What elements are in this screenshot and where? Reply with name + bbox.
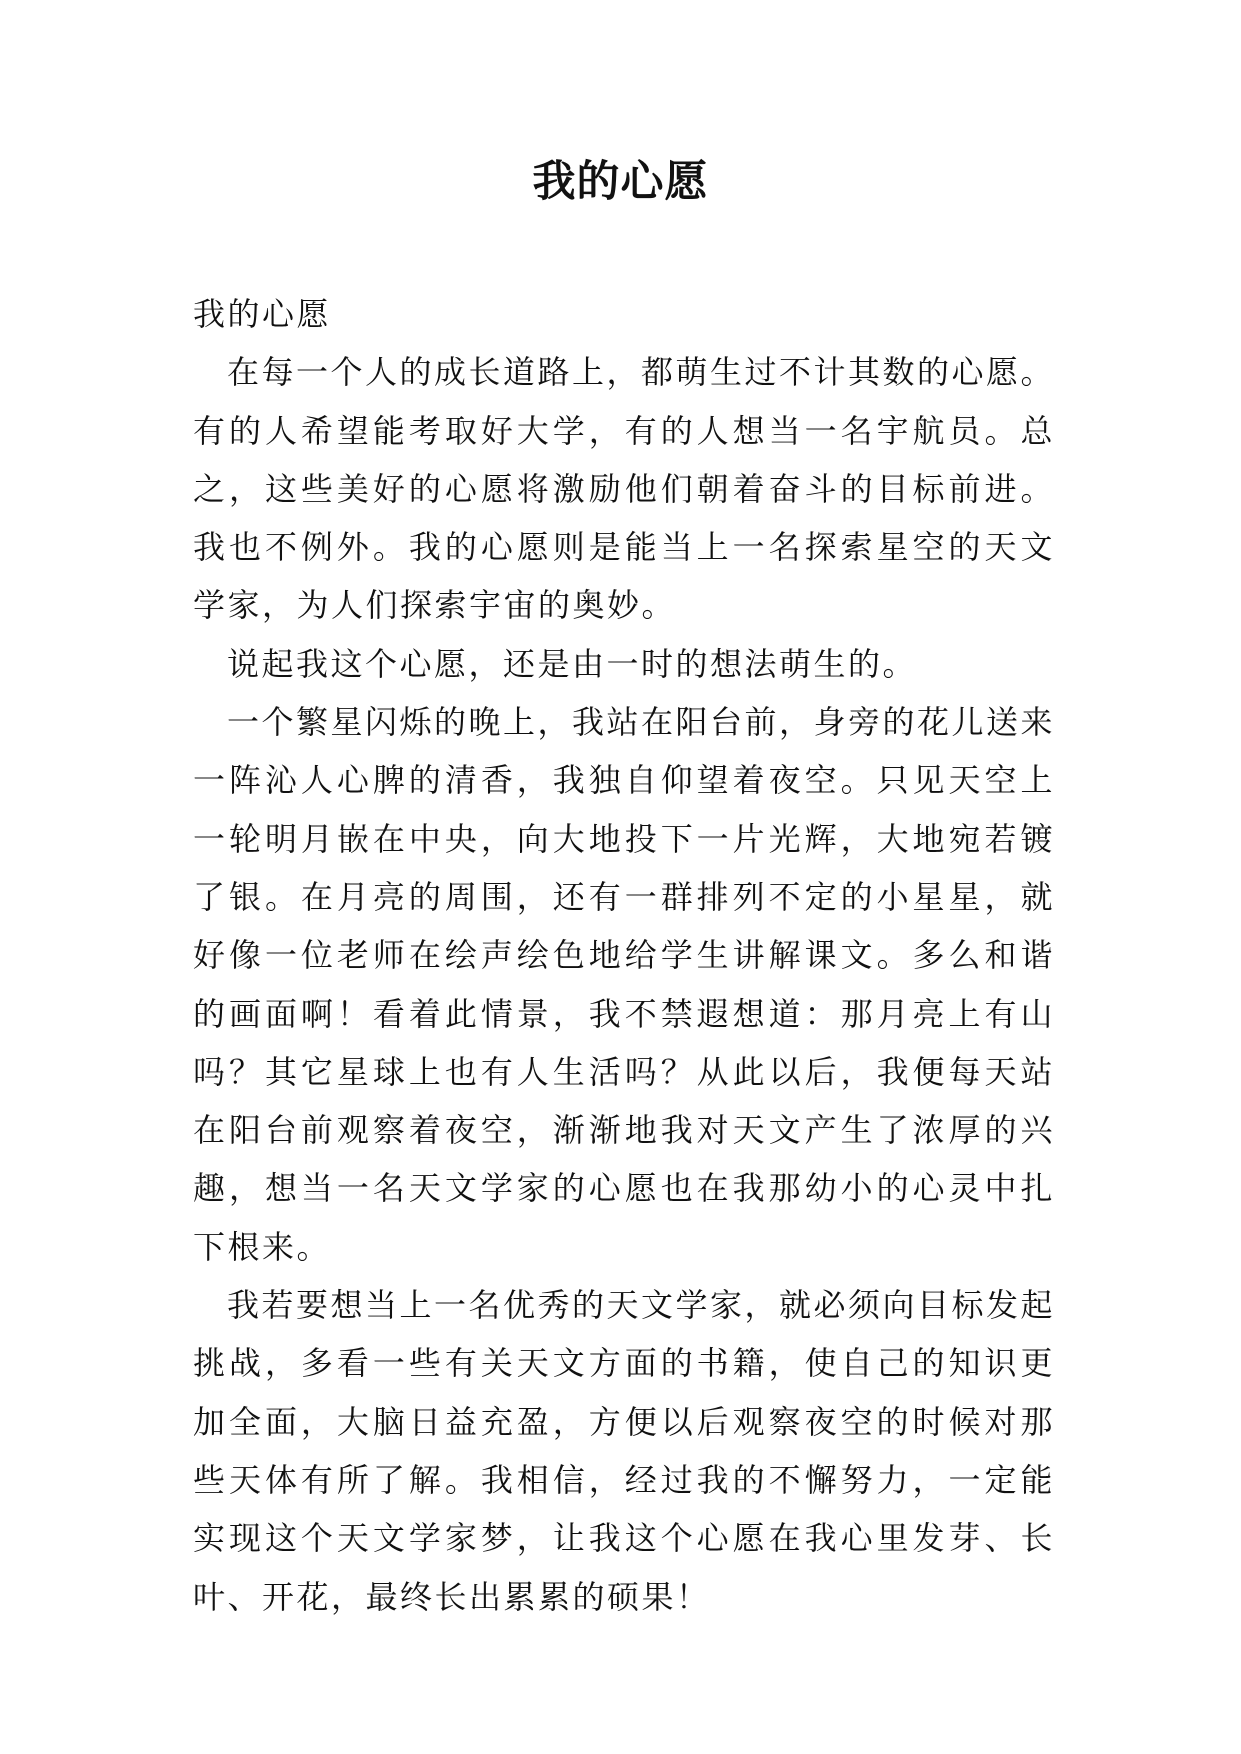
paragraph-2: 说起我这个心愿，还是由一时的想法萌生的。 <box>227 644 918 683</box>
essay-heading: 我的心愿 <box>193 295 332 333</box>
paragraph-4: 我若要想当上一名优秀的天文学家，就必须向目标发起挑战，多看一些有关天文方面的书籍，使自己的知识更加全面，大脑日益充盈，方便以后观察夜空的时候对那些天体有所了解。我相信，经过我的不懈努力，一定能实现这个天文学家梦，让我这个心愿在我心里发芽、长叶、开花，最终长出累累的硕果！ <box>193 1286 1056 1616</box>
document-title: 我的心愿 <box>532 157 709 207</box>
paragraph-1: 在每一个人的成长道路上，都萌生过不计其数的心愿。有的人希望能考取好大学，有的人想当一名宇航员。总之，这些美好的心愿将激励他们朝着奋斗的目标前进。我也不例外。我的心愿则是能当上一名探索星空的天文学家，为人们探索宇宙的奥妙。 <box>193 353 1056 625</box>
document-body <box>193 285 1055 1626</box>
paragraph-3: 一个繁星闪烁的晚上，我站在阳台前，身旁的花儿送来一阵沁人心脾的清香，我独自仰望着夜空。只见天空上一轮明月嵌在中央，向大地投下一片光辉，大地宛若镀了银。在月亮的周围，还有一群排列不定的小星星，就好像一位老师在绘声绘色地给学生讲解课文。多么和谐的画面啊！看着此情景，我不禁遐想道：那月亮上有山吗？其它星球上也有人生活吗？从此以后，我便每天站在阳台前观察着夜空，渐渐地我对天文产生了浓厚的兴趣，想当一名天文学家的心愿也在我那幼小的心灵中扎下根来。 <box>193 703 1056 1266</box>
